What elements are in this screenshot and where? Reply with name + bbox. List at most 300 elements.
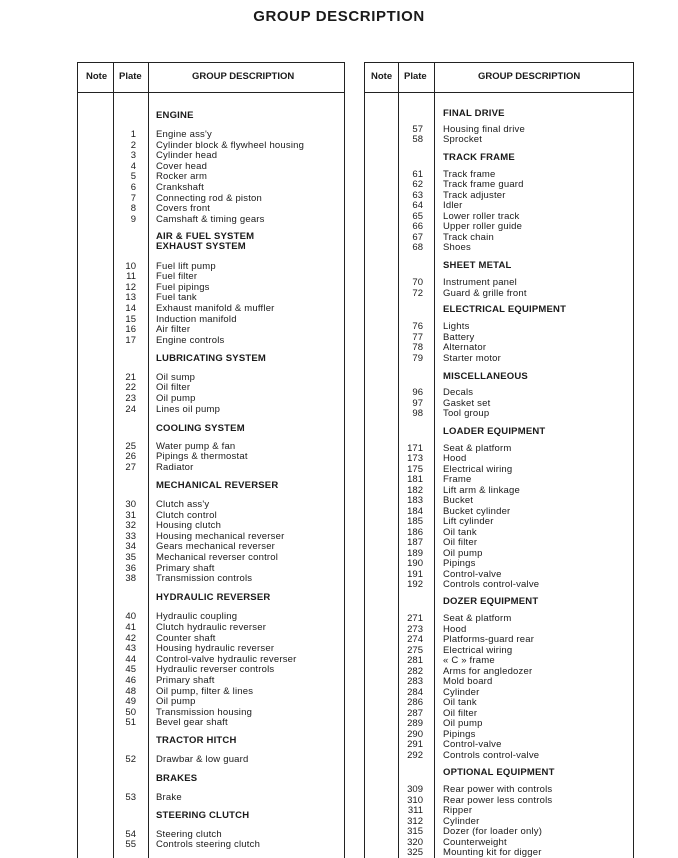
item-description: Oil sump	[156, 371, 196, 383]
table-row	[365, 624, 633, 635]
section-heading	[365, 371, 633, 382]
plate-number: 50	[125, 706, 136, 718]
item-description: Oil tank	[443, 526, 477, 538]
plate-number: 61	[412, 168, 423, 180]
table-row	[78, 203, 344, 214]
table-row	[365, 134, 633, 145]
item-description: Pipings	[443, 728, 476, 740]
item-description: Bevel gear shaft	[156, 717, 228, 729]
section-title: STEERING CLUTCH	[156, 809, 250, 821]
item-description: Hood	[443, 623, 467, 635]
plate-number: 31	[125, 509, 136, 521]
plate-number: 41	[125, 621, 136, 633]
item-description: Mounting kit for digger	[443, 847, 542, 858]
table-row	[78, 643, 344, 654]
table-row	[78, 372, 344, 383]
table-row	[365, 666, 633, 677]
right-table-header	[365, 63, 633, 93]
plate-number: 187	[407, 537, 423, 549]
plate-number: 55	[125, 839, 136, 851]
table-row	[78, 499, 344, 510]
item-description: Control-valve	[443, 568, 502, 580]
item-description: Cylinder	[443, 815, 480, 827]
item-description: Brake	[156, 791, 182, 803]
plate-number: 34	[125, 541, 136, 553]
section-heading	[78, 353, 344, 364]
item-description: Oil pump	[156, 393, 196, 405]
item-description: Fuel pipings	[156, 281, 210, 293]
section-title: MECHANICAL REVERSER	[156, 479, 279, 491]
item-description: Upper roller guide	[443, 221, 523, 233]
table-row	[365, 837, 633, 848]
plate-number: 290	[407, 728, 423, 740]
plate-number: 186	[407, 526, 423, 538]
table-row	[365, 398, 633, 409]
table-row	[78, 441, 344, 452]
plate-number: 17	[125, 334, 136, 346]
section-heading	[78, 480, 344, 491]
plate-number: 26	[125, 451, 136, 463]
table-row	[78, 182, 344, 193]
page-title: GROUP DESCRIPTION	[253, 8, 425, 25]
item-description: Pipings & thermostat	[156, 451, 248, 463]
table-row	[78, 541, 344, 552]
table-row	[365, 676, 633, 687]
table-row	[365, 179, 633, 190]
section-heading	[365, 304, 633, 315]
item-description: Oil filter	[443, 707, 478, 719]
item-description: Connecting rod & piston	[156, 192, 262, 204]
plate-number: 291	[407, 739, 423, 751]
table-row	[78, 622, 344, 633]
table-row	[78, 829, 344, 840]
plate-number: 175	[407, 463, 423, 475]
plate-number: 98	[412, 408, 423, 420]
plate-number: 3	[130, 150, 136, 162]
plate-number: 77	[412, 331, 423, 343]
item-description: Cylinder head	[156, 150, 218, 162]
table-row	[78, 261, 344, 272]
table-row	[365, 495, 633, 506]
plate-number: 65	[412, 210, 423, 222]
plate-number: 51	[125, 717, 136, 729]
table-row	[365, 579, 633, 590]
plate-number: 54	[125, 828, 136, 840]
item-description: Bucket cylinder	[443, 505, 511, 517]
item-description: Track adjuster	[443, 189, 506, 201]
plate-number: 10	[125, 260, 136, 272]
table-row	[78, 451, 344, 462]
item-description: Clutch control	[156, 509, 217, 521]
table-row	[78, 393, 344, 404]
plate-number: 315	[407, 826, 423, 838]
plate-number: 11	[126, 271, 136, 283]
plate-number: 286	[407, 697, 423, 709]
section-heading	[78, 423, 344, 434]
table-row	[365, 784, 633, 795]
item-description: Housing clutch	[156, 520, 222, 532]
plate-number: 271	[407, 613, 423, 625]
item-description: Lines oil pump	[156, 403, 221, 415]
item-description: Controls steering clutch	[156, 839, 261, 851]
item-description: « C » frame	[443, 655, 495, 667]
plate-number: 192	[407, 579, 423, 591]
plate-number: 68	[412, 242, 423, 254]
group-description-header: GROUP DESCRIPTION	[478, 71, 581, 82]
table-row	[78, 552, 344, 563]
table-row	[365, 708, 633, 719]
item-description: Controls control-valve	[443, 749, 540, 761]
plate-number: 25	[125, 440, 136, 452]
right-table	[364, 62, 634, 858]
plate-number: 48	[125, 685, 136, 697]
table-row	[78, 335, 344, 346]
table-row	[365, 332, 633, 343]
plate-number: 183	[407, 495, 423, 507]
note-header: Note	[371, 71, 393, 82]
item-description: Exhaust manifold & muffler	[156, 302, 275, 314]
table-row	[78, 686, 344, 697]
item-description: Housing final drive	[443, 123, 525, 135]
section-title: ENGINE	[156, 110, 194, 121]
table-row	[78, 510, 344, 521]
table-row	[365, 805, 633, 816]
section-heading	[365, 767, 633, 778]
plate-number: 97	[412, 397, 423, 409]
item-description: Seat & platform	[443, 613, 512, 625]
plate-number: 191	[407, 568, 423, 580]
item-description: Transmission controls	[156, 573, 253, 585]
table-row	[78, 664, 344, 675]
section-heading	[78, 592, 344, 603]
section-title: FINAL DRIVE	[443, 108, 505, 119]
item-description: Primary shaft	[156, 674, 215, 686]
item-description: Oil filter	[443, 537, 478, 549]
table-row	[78, 150, 344, 161]
plate-number: 13	[125, 292, 136, 304]
table-row	[78, 303, 344, 314]
table-row	[78, 573, 344, 584]
item-description: Housing hydraulic reverser	[156, 643, 275, 655]
table-row	[365, 795, 633, 806]
table-row	[365, 569, 633, 580]
table-row	[78, 324, 344, 335]
plate-number: 16	[125, 324, 136, 336]
table-row	[78, 563, 344, 574]
item-description: Tool group	[443, 408, 490, 420]
item-description: Control-valve hydraulic reverser	[156, 653, 297, 665]
table-row	[78, 520, 344, 531]
plate-number: 274	[407, 634, 423, 646]
item-description: Starter motor	[443, 352, 502, 364]
plate-number: 42	[125, 632, 136, 644]
item-description: Seat & platform	[443, 442, 512, 454]
table-row	[365, 826, 633, 837]
table-row	[78, 633, 344, 644]
table-row	[78, 654, 344, 665]
plate-number: 171	[407, 442, 423, 454]
plate-number: 282	[407, 665, 423, 677]
plate-number: 8	[130, 203, 136, 215]
item-description: Fuel lift pump	[156, 260, 216, 272]
table-row	[78, 531, 344, 542]
item-description: Camshaft & timing gears	[156, 213, 265, 225]
item-description: Primary shaft	[156, 562, 215, 574]
table-row	[78, 675, 344, 686]
item-description: Clutch hydraulic reverser	[156, 621, 267, 633]
table-row	[365, 211, 633, 222]
left-table-header	[78, 63, 344, 93]
table-row	[365, 453, 633, 464]
table-row	[365, 353, 633, 364]
item-description: Drawbar & low guard	[156, 754, 249, 766]
section-title: LOADER EQUIPMENT	[443, 426, 546, 438]
table-row	[78, 314, 344, 325]
table-row	[365, 200, 633, 211]
item-description: Housing mechanical reverser	[156, 530, 285, 542]
table-row	[78, 792, 344, 803]
table-row	[365, 613, 633, 624]
plate-number: 12	[125, 281, 136, 293]
table-row	[78, 271, 344, 282]
section-heading	[78, 110, 344, 121]
plate-number: 287	[407, 707, 423, 719]
item-description: Gears mechanical reverser	[156, 541, 276, 553]
plate-number: 273	[407, 623, 423, 635]
item-description: Rear power with controls	[443, 784, 553, 796]
item-description: Alternator	[443, 342, 487, 354]
table-row	[78, 754, 344, 765]
table-row	[365, 443, 633, 454]
table-row	[78, 707, 344, 718]
plate-number: 76	[412, 321, 423, 333]
plate-number: 36	[125, 562, 136, 574]
table-row	[365, 277, 633, 288]
item-description: Lights	[443, 321, 470, 333]
item-description: Oil pump	[443, 547, 483, 559]
table-row	[365, 242, 633, 253]
section-heading	[365, 152, 633, 163]
item-description: Cover head	[156, 160, 208, 172]
item-description: Fuel tank	[156, 292, 197, 304]
table-row	[78, 404, 344, 415]
item-description: Air filter	[156, 324, 191, 336]
table-row	[365, 474, 633, 485]
item-description: Oil tank	[443, 697, 477, 709]
left-table	[77, 62, 345, 858]
plate-number: 57	[412, 123, 423, 135]
table-row	[365, 739, 633, 750]
section-title: ELECTRICAL EQUIPMENT	[443, 304, 567, 316]
table-row	[78, 193, 344, 204]
section-title: BRAKES	[156, 772, 198, 784]
item-description: Idler	[443, 200, 463, 212]
item-description: Covers front	[156, 203, 211, 215]
item-description: Pipings	[443, 558, 476, 570]
table-row	[365, 288, 633, 299]
plate-number: 79	[412, 352, 423, 364]
plate-number: 289	[407, 718, 423, 730]
plate-number: 310	[407, 794, 423, 806]
section-title: HYDRAULIC REVERSER	[156, 592, 271, 604]
plate-number: 67	[412, 231, 423, 243]
item-description: Cylinder block & flywheel housing	[156, 139, 305, 151]
item-description: Gasket set	[443, 397, 491, 409]
table-row	[365, 537, 633, 548]
table-row	[365, 232, 633, 243]
section-heading	[365, 260, 633, 271]
plate-number: 292	[407, 749, 423, 761]
plate-number: 2	[130, 139, 136, 151]
plate-number: 70	[412, 277, 423, 289]
table-row	[365, 342, 633, 353]
table-row	[365, 506, 633, 517]
item-description: Fuel filter	[156, 271, 198, 283]
item-description: Radiator	[156, 461, 194, 473]
table-row	[365, 190, 633, 201]
plate-number: 6	[130, 182, 136, 194]
item-description: Lift arm & linkage	[443, 484, 520, 496]
table-row	[365, 847, 633, 858]
plate-number: 5	[130, 171, 136, 183]
item-description: Steering clutch	[156, 828, 222, 840]
section-title: TRACK FRAME	[443, 152, 515, 164]
item-description: Instrument panel	[443, 277, 517, 289]
table-row	[365, 718, 633, 729]
item-description: Electrical wiring	[443, 644, 513, 656]
plate-number: 38	[125, 573, 136, 585]
table-row	[365, 655, 633, 666]
table-row	[365, 221, 633, 232]
item-description: Clutch ass'y	[156, 499, 210, 511]
item-description: Oil pump, filter & lines	[156, 685, 254, 697]
table-row	[78, 282, 344, 293]
item-description: Control-valve	[443, 739, 502, 751]
table-row	[78, 611, 344, 622]
item-description: Bucket	[443, 495, 474, 507]
plate-number: 281	[407, 655, 423, 667]
item-description: Hood	[443, 453, 467, 465]
section-heading	[78, 231, 344, 242]
plate-number: 63	[412, 189, 423, 201]
item-description: Oil filter	[156, 382, 191, 394]
section-title: EXHAUST SYSTEM	[156, 241, 246, 253]
section-title: AIR & FUEL SYSTEM	[156, 230, 255, 242]
plate-number: 189	[407, 547, 423, 559]
table-row	[78, 839, 344, 850]
item-description: Hydraulic coupling	[156, 611, 238, 623]
section-title: SHEET METAL	[443, 260, 512, 272]
table-row	[365, 634, 633, 645]
section-heading	[78, 735, 344, 746]
item-description: Oil pump	[443, 718, 483, 730]
plate-number: 22	[125, 382, 136, 394]
plate-number: 43	[125, 643, 136, 655]
item-description: Engine controls	[156, 334, 225, 346]
item-description: Water pump & fan	[156, 440, 236, 452]
plate-number: 44	[125, 653, 136, 665]
plate-number: 14	[125, 302, 136, 314]
plate-number: 35	[125, 552, 136, 564]
item-description: Rocker arm	[156, 171, 208, 183]
table-row	[78, 696, 344, 707]
table-row	[78, 129, 344, 140]
item-description: Induction manifold	[156, 313, 237, 325]
item-description: Cylinder	[443, 686, 480, 698]
section-title: LUBRICATING SYSTEM	[156, 352, 267, 364]
plate-header: Plate	[119, 71, 142, 82]
item-description: Rear power less controls	[443, 794, 553, 806]
plate-number: 23	[125, 393, 136, 405]
plate-number: 284	[407, 686, 423, 698]
plate-number: 7	[130, 192, 136, 204]
plate-header: Plate	[404, 71, 427, 82]
item-description: Mechanical reverser control	[156, 552, 279, 564]
group-description-header: GROUP DESCRIPTION	[192, 71, 295, 82]
plate-number: 185	[407, 516, 423, 528]
section-heading	[78, 773, 344, 784]
plate-number: 283	[407, 676, 423, 688]
plate-number: 275	[407, 644, 423, 656]
table-row	[78, 140, 344, 151]
plate-number: 72	[412, 287, 423, 299]
item-description: Engine ass'y	[156, 129, 212, 141]
plate-number: 32	[125, 520, 136, 532]
note-header: Note	[86, 71, 108, 82]
table-row	[365, 387, 633, 398]
table-row	[365, 558, 633, 569]
table-row	[78, 292, 344, 303]
plate-number: 9	[130, 213, 136, 225]
plate-number: 311	[407, 805, 423, 817]
plate-number: 78	[412, 342, 423, 354]
table-row	[365, 697, 633, 708]
item-description: Frame	[443, 474, 472, 486]
table-row	[78, 462, 344, 473]
item-description: Mold board	[443, 676, 493, 688]
item-description: Guard & grille front	[443, 287, 527, 299]
item-description: Oil pump	[156, 696, 196, 708]
table-row	[365, 729, 633, 740]
plate-number: 62	[412, 179, 423, 191]
section-heading	[78, 241, 344, 252]
plate-number: 58	[412, 134, 423, 146]
plate-number: 182	[407, 484, 423, 496]
plate-number: 21	[125, 371, 136, 383]
table-row	[365, 750, 633, 761]
plate-number: 66	[412, 221, 423, 233]
table-row	[365, 408, 633, 419]
plate-number: 45	[125, 664, 136, 676]
table-row	[78, 382, 344, 393]
table-row	[365, 516, 633, 527]
table-row	[365, 548, 633, 559]
item-description: Track frame guard	[443, 179, 524, 191]
section-title: DOZER EQUIPMENT	[443, 596, 539, 608]
item-description: Counterweight	[443, 836, 507, 848]
plate-number: 24	[125, 403, 136, 415]
table-row	[78, 171, 344, 182]
plate-number: 40	[125, 611, 136, 623]
table-row	[365, 645, 633, 656]
item-description: Arms for angledozer	[443, 665, 533, 677]
section-heading	[78, 810, 344, 821]
plate-number: 49	[125, 696, 136, 708]
plate-number: 64	[412, 200, 423, 212]
item-description: Track chain	[443, 231, 494, 243]
item-description: Shoes	[443, 242, 471, 254]
item-description: Controls control-valve	[443, 579, 540, 591]
